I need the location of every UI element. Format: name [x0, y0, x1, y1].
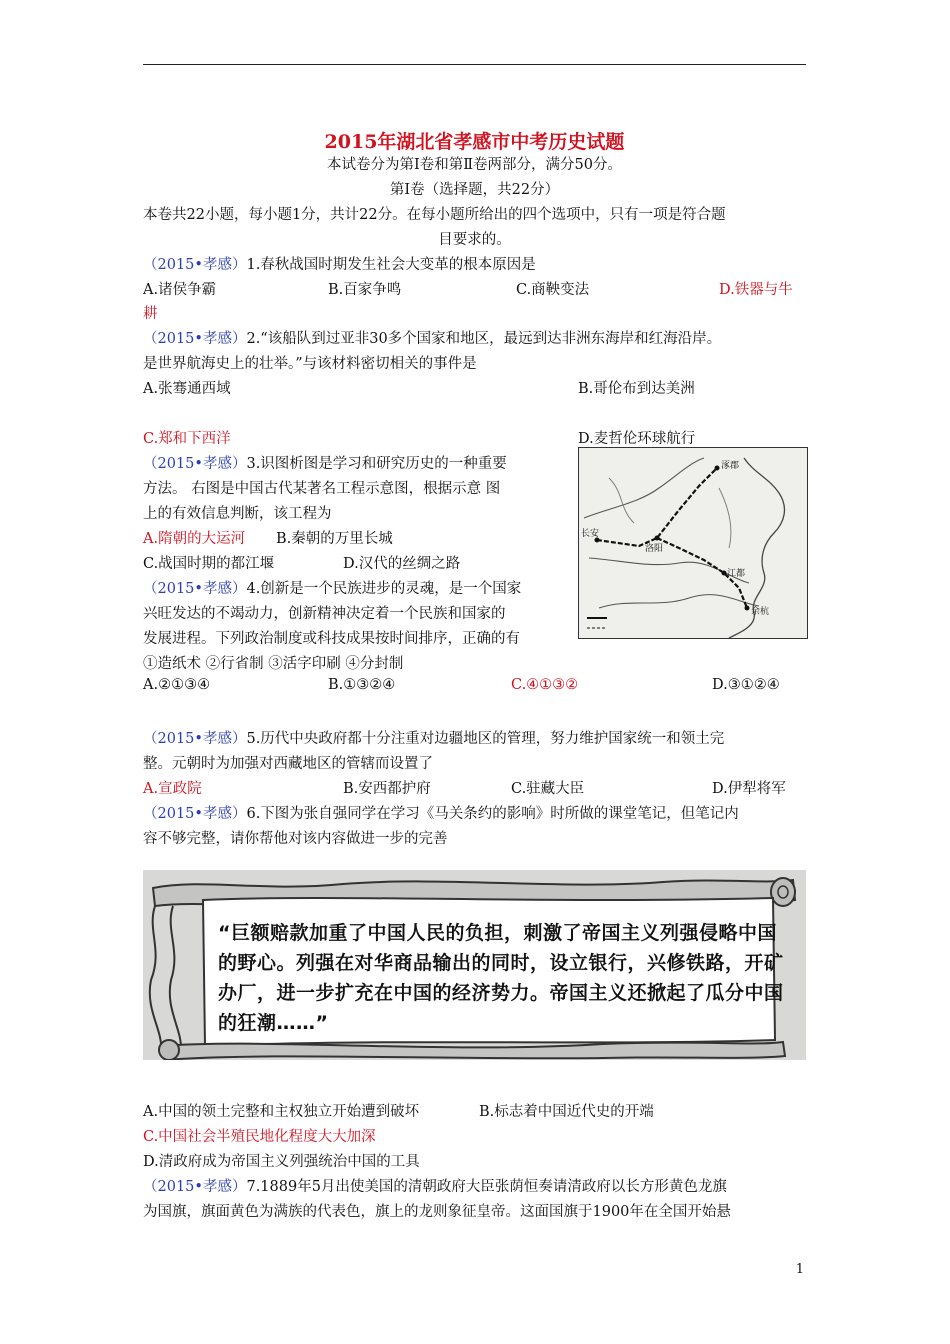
q1-stem: （2015•孝感）1.春秋战国时期发生社会大变革的根本原因是 [143, 257, 536, 273]
q4-option-b: B.①③②④ [328, 677, 396, 693]
q1-option-d: D.铁器与牛 [719, 282, 793, 298]
q4-items: ①造纸术 ②行省制 ③活字印刷 ④分封制 [143, 656, 404, 672]
q4-stem-line2: 兴旺发达的不竭动力，创新精神决定着一个民族和国家的 [143, 606, 506, 622]
q5-option-d: D.伊犁将军 [712, 781, 786, 797]
source-tag: （2015•孝感） [143, 257, 247, 273]
map-label-yuhang: 余杭 [751, 607, 770, 617]
q6-option-c: C.中国社会半殖民地化程度大大加深 [143, 1129, 376, 1145]
q4-option-c: C.④①③② [511, 677, 579, 693]
q4-option-d: D.③①②④ [712, 677, 780, 693]
q3-stem-line1: （2015•孝感）3.识图析图是学习和研究历史的一种重要 [143, 456, 507, 472]
q5-option-c: C.驻藏大臣 [511, 781, 585, 797]
page-number: 1 [795, 1262, 804, 1277]
part1-title: 第Ⅰ卷（选择题，共22分） [389, 182, 560, 198]
q2-option-b: B.哥伦布到达美洲 [578, 381, 695, 397]
instructions-line1: 本卷共22小题，每小题1分，共计22分。在每小题所给出的四个选项中，只有一项是符合题 [143, 207, 726, 223]
map-label-luoyang: 洛阳 [645, 544, 664, 554]
q7-stem-line1: （2015•孝感）7.1889年5月出使美国的清朝政府大臣张荫恒奏请清政府以长方形黄色龙旗 [143, 1179, 727, 1195]
q5-stem-line1: （2015•孝感）5.历代中央政府都十分注重对边疆地区的管理，努力维护国家统一和领土完 [143, 731, 725, 747]
q3-option-d: D.汉代的丝绸之路 [343, 556, 461, 572]
q2-option-c: C.郑和下西洋 [143, 431, 231, 447]
q6-option-a: A.中国的领土完整和主权独立开始遭到破坏 [143, 1104, 420, 1120]
instructions-line2: 目要求的。 [438, 232, 511, 248]
exam-title: 2015年湖北省孝感市中考历史试题 [324, 131, 625, 153]
q1-option-d-cont: 耕 [143, 306, 158, 322]
map-label-changan: 长安 [581, 529, 600, 539]
map-label-jiangdu: 江都 [727, 569, 746, 579]
scroll-note-figure [143, 870, 806, 1060]
header-rule [143, 64, 806, 65]
q2-option-d: D.麦哲伦环球航行 [578, 431, 696, 447]
exam-intro: 本试卷分为第Ⅰ卷和第Ⅱ卷两部分，满分50分。 [326, 157, 623, 173]
q1-option-b: B.百家争鸣 [328, 282, 402, 298]
q4-stem-line3: 发展进程。下列政治制度或科技成果按时间排序，正确的有 [143, 631, 520, 647]
q2-stem-line2: 是世界航海史上的壮举。”与该材料密切相关的事件是 [143, 356, 477, 372]
q4-stem-line1: （2015•孝感）4.创新是一个民族进步的灵魂，是一个国家 [143, 581, 522, 597]
canal-map-figure [578, 447, 808, 639]
q6-stem-line1: （2015•孝感）6.下图为张自强同学在学习《马关条约的影响》时所做的课堂笔记，但笔记内 [143, 806, 739, 822]
q6-stem-line2: 容不够完整，请你帮他对该内容做进一步的完善 [143, 831, 448, 847]
q3-option-c: C.战国时期的都江堰 [143, 556, 275, 572]
map-label-zhuojun: 涿郡 [721, 461, 740, 471]
q7-stem-line2: 为国旗，旗面黄色为满族的代表色，旗上的龙则象征皇帝。这面国旗于1900年在全国开始悬 [143, 1204, 731, 1220]
q5-option-b: B.安西都护府 [343, 781, 431, 797]
q3-stem-line2: 方法。 右图是中国古代某著名工程示意图，根据示意 图 [143, 481, 501, 497]
q3-option-a: A.隋朝的大运河 [143, 531, 246, 547]
q1-option-a: A.诸侯争霸 [143, 282, 217, 298]
q1-option-c: C.商鞅变法 [516, 282, 590, 298]
scroll-note-text: “巨额赔款加重了中国人民的负担，刺激了帝国主义列强侵略中国的野心。列强在对华商品输出的同时，设立银行，兴修铁路，开矿办厂，进一步扩充在中国的经济势力。帝国主义还掀起了瓜分中国的狂潮……” [218, 922, 784, 1034]
canal-map-svg [579, 448, 807, 638]
q4-option-a: A.②①③④ [143, 677, 211, 693]
q2-option-a: A.张骞通西域 [143, 381, 231, 397]
q6-option-d: D.清政府成为帝国主义列强统治中国的工具 [143, 1154, 420, 1170]
q3-option-b: B.秦朝的万里长城 [276, 531, 393, 547]
q5-stem-line2: 整。元朝时为加强对西藏地区的管辖而设置了 [143, 756, 433, 772]
q2-stem-line1: （2015•孝感）2.“该船队到过亚非30多个国家和地区，最远到达非洲东海岸和红海沿岸。 [143, 331, 722, 347]
q5-option-a: A.宣政院 [143, 781, 202, 797]
q3-stem-line3: 上的有效信息判断，该工程为 [143, 506, 332, 522]
q6-option-b: B.标志着中国近代史的开端 [479, 1104, 654, 1120]
